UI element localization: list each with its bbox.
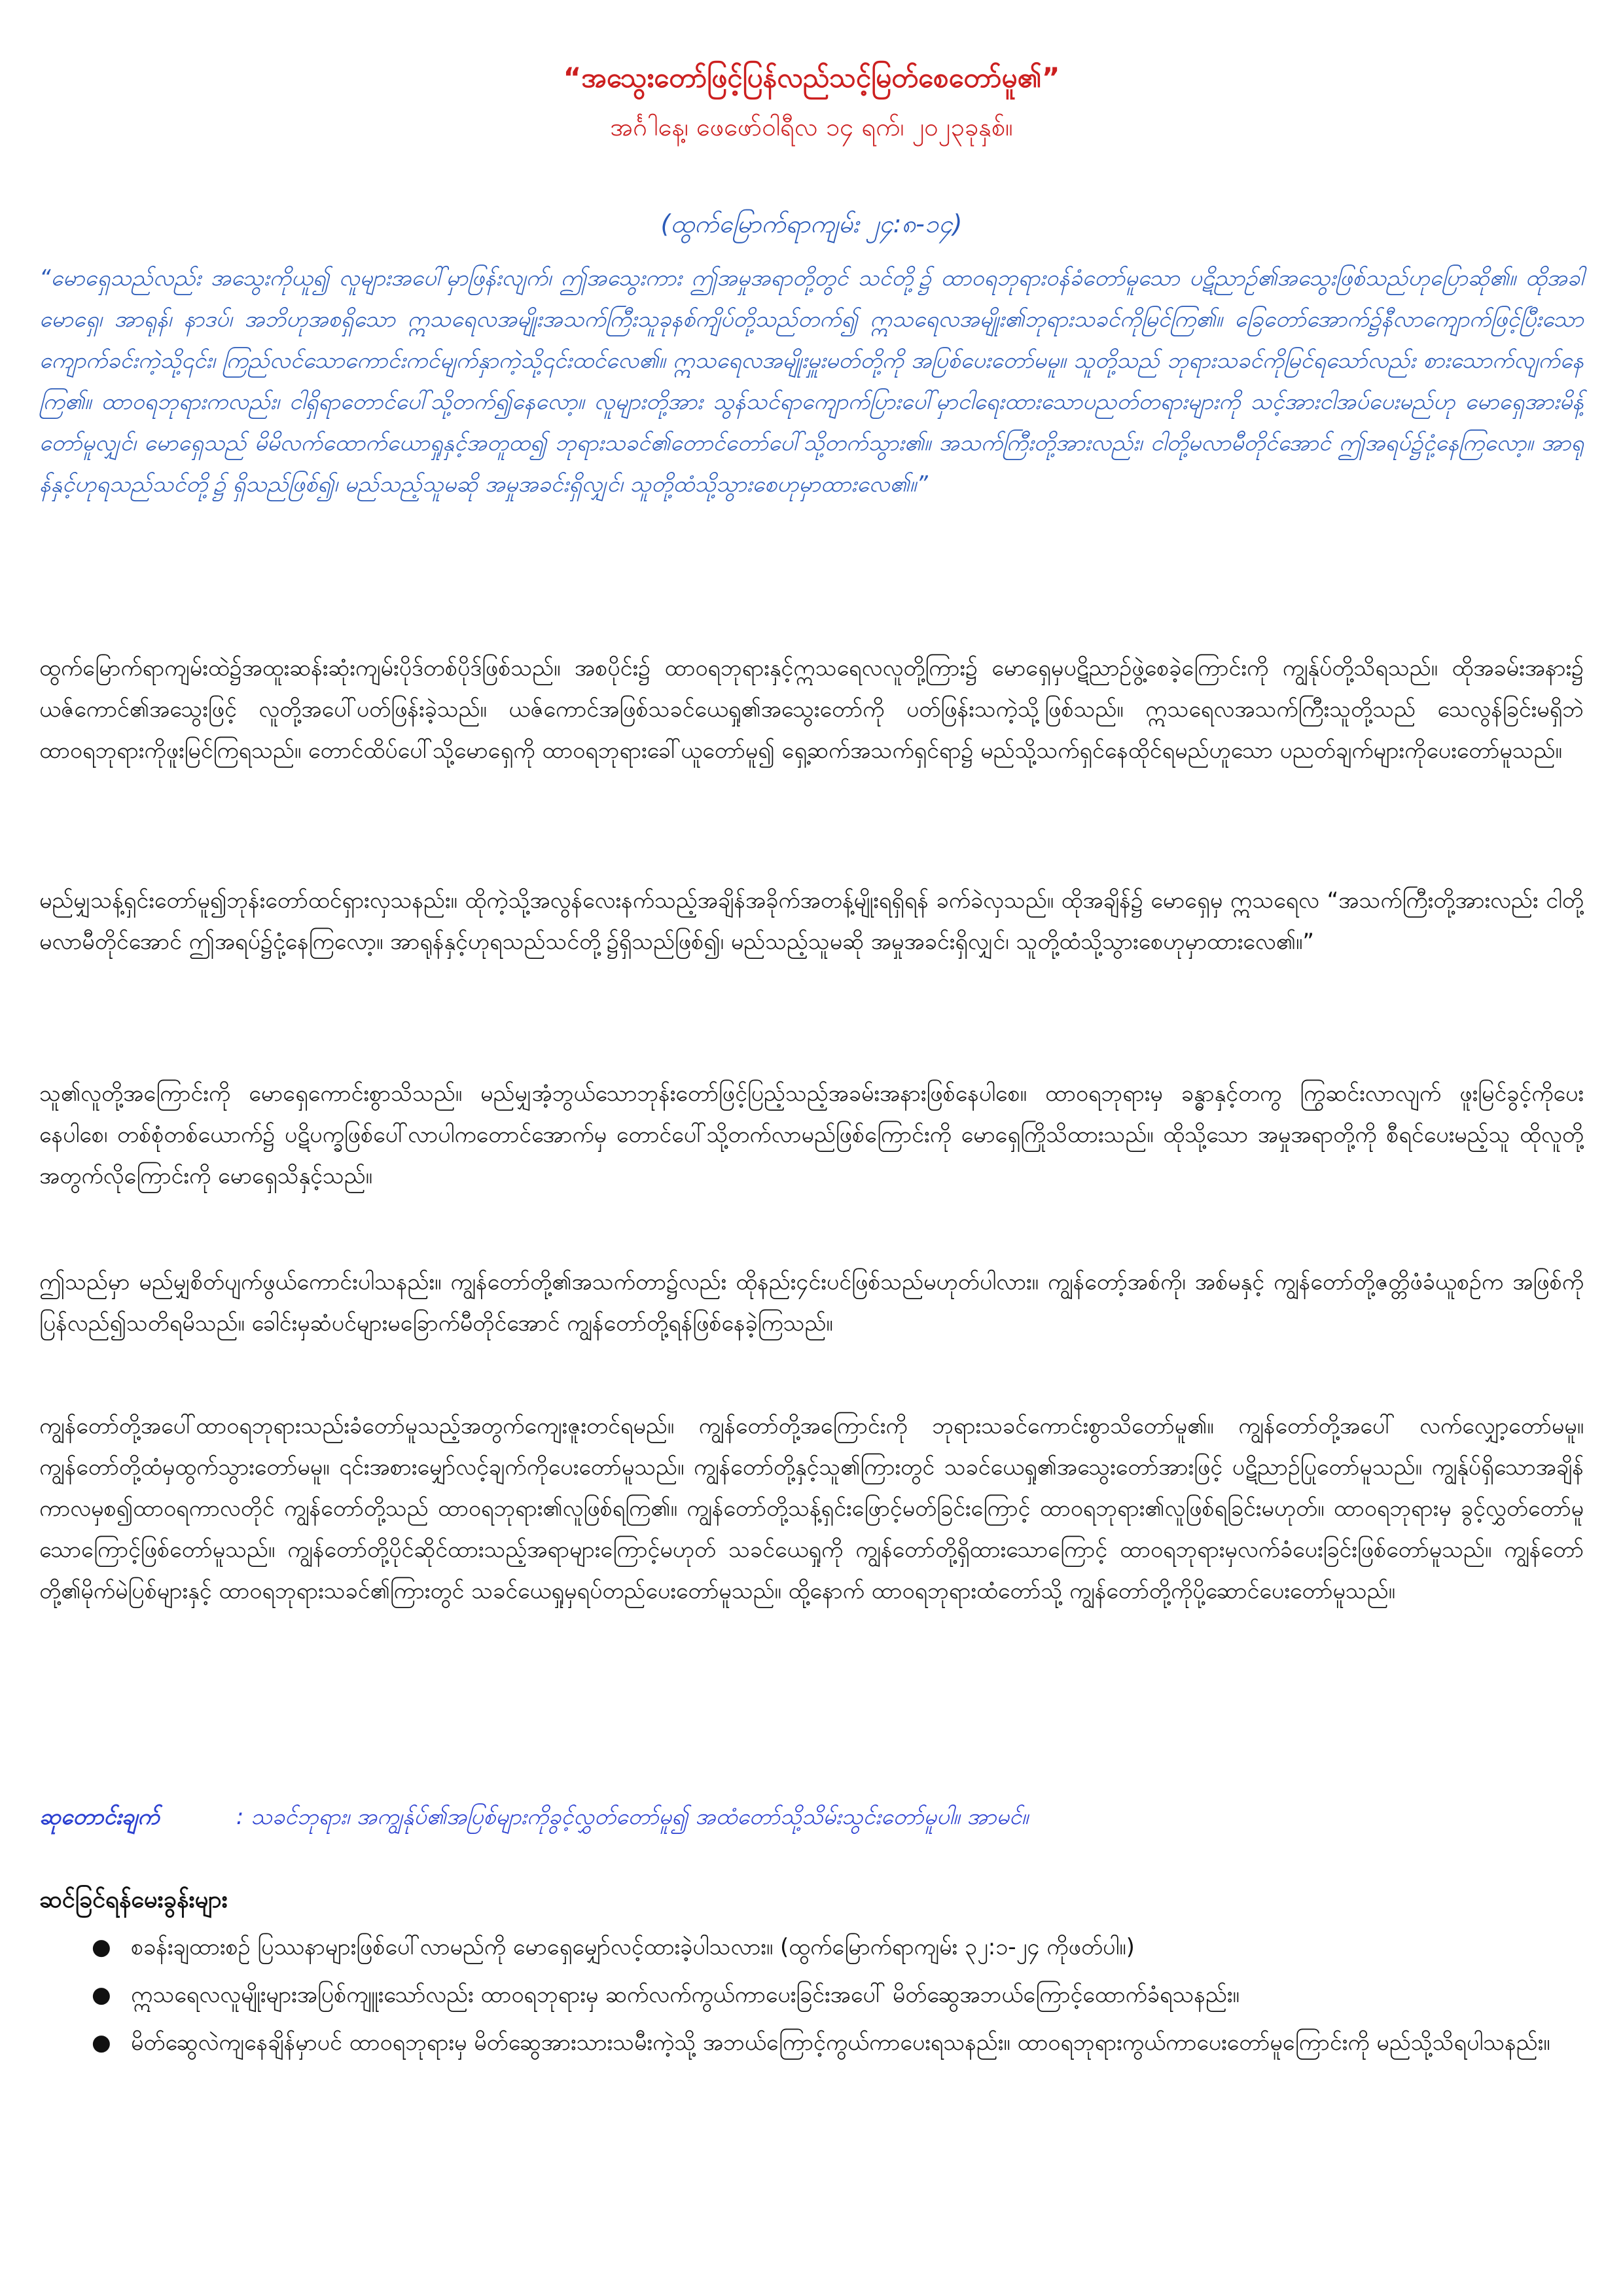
question-item bbox=[39, 2022, 1584, 2064]
bullet-icon: ● bbox=[92, 2030, 111, 2056]
body-paragraph-4: ဤသည်မှာ မည်မျှစိတ်ပျက်ဖွယ်ကောင်းပါသနည်း။ ကျွန်တော်တို့၏အသက်တာ၌လည်း ထိုနည်း၄င်းပင်ဖြစ်သည်မဟုတ်ပါလား။ ကျွန်တော့်အစ်ကို၊ အစ်မနှင့် ကျွန်တော်တို့ဇတ္တိဖံခံယူစဉ်က အဖြစ်ကိုပြန်လည်၍သတိရမိသည်။ ခေါင်းမှဆံပင်များမခြောက်မီတိုင်အောင် ကျွန်တော်တို့ရန်ဖြစ်နေခဲ့ကြသည်။ bbox=[39, 1269, 1584, 1336]
document-date: အင်္ဂါနေ့၊ ဖေဖော်ဝါရီလ ၁၄ ရက်၊ ၂၀၂၃ခုနှစ်။ bbox=[610, 113, 1013, 141]
body-paragraph-3: သူ၏လူတို့အကြောင်းကို မောရှေကောင်းစွာသိသည်။ မည်မျှအံ့ဘွယ်သောဘုန်းတော်ဖြင့်ပြည့်သည့်အခမ်းအနားဖြစ်နေပါစေ။ ထာဝရဘုရားမှ ခန္ဓာနှင့်တကွ ကြွဆင်းလာလျက် ဖူးမြင်ခွင့်ကိုပေးနေပါစေ၊ တစ်စုံတစ်ယောက်၌ ပဋိပက္ခဖြစ်ပေါ်လာပါကတောင်အောက်မှ တောင်ပေါ်သို့တက်လာမည်ဖြစ်ကြောင်းကို မောရှေကြိုသိထားသည်။ ထိုသို့သော အမှုအရာတို့ကို စီရင်ပေးမည့်သူ ထိုလူတို့အတွက်လိုကြောင်းကို မောရှေသိနှင့်သည်။ bbox=[39, 1081, 1584, 1189]
bullet-icon: ● bbox=[92, 1982, 111, 2008]
question-text: ဣသရေလလူမျိုးများအပြစ်ကျူးသော်လည်း ထာဝရဘုရားမှ ဆက်လက်ကွယ်ကာပေးခြင်းအပေါ် မိတ်ဆွေအဘယ်ကြောင့်ထောက်ခံရသနည်း။ bbox=[131, 1982, 1240, 2008]
body-paragraph-5: ကျွန်တော်တို့အပေါ်ထာဝရဘုရားသည်းခံတော်မူသည့်အတွက်ကျေးဇူးတင်ရမည်။ ကျွန်တော်တို့အကြောင်းကို ဘုရားသခင်ကောင်းစွာသိတော်မူ၏။ ကျွန်တော်တို့အပေါ် လက်လျှော့တော်မမူ။ ကျွန်တော်တို့ထံမှထွက်သွားတော်မမူ။ ၎င်းအစားမျှော်လင့်ချက်ကိုပေးတော်မူသည်။ ကျွန်တော်တို့နှင့်သူ၏ကြားတွင် သခင်ယေရှု၏အသွေးတော်အားဖြင့် ပဋိညာဉ်ပြုတော်မူသည်။ ကျွန်ုပ်ရှိသောအချိန်ကာလမှစ၍ထာဝရကာလတိုင် ကျွန်တော်တို့သည် ထာဝရဘုရား၏လူဖြစ်ရကြ၏။ ကျွန်တော်တို့သန့်ရှင်းဖြောင့်မတ်ခြင်းကြောင့် ထာဝရဘုရား၏လူဖြစ်ရခြင်းမဟုတ်။ ထာဝရဘုရားမှ ခွင့်လွှတ်တော်မူသောကြောင့်ဖြစ်တော်မူသည်။ ကျွန်တော်တို့ပိုင်ဆိုင်ထားသည့်အရာများကြောင့်မဟုတ် သခင်ယေရှုကို ကျွန်တော်တို့ရှိထားသောကြောင့် ထာဝရဘုရားမှလက်ခံပေးခြင်းဖြစ်တော်မူသည်။ ကျွန်တော်တို့၏မိုက်မဲပြစ်များနှင့် ထာဝရဘုရားသခင်၏ကြားတွင် သခင်ယေရှုမှရပ်တည်ပေးတော်မူသည်။ ထို့နောက် ထာဝရဘုရားထံတော်သို့ ကျွန်တော်တို့ကိုပို့ဆောင်ပေးတော်မူသည်။ bbox=[39, 1413, 1584, 1604]
scripture-reference: (ထွက်မြောက်ရာကျမ်း ၂၄:၈-၁၄) bbox=[660, 209, 963, 238]
questions-list bbox=[39, 1927, 1584, 2070]
question-item bbox=[39, 1975, 1584, 2016]
prayer-text: : သခင်ဘုရား၊ အကျွန်ုပ်၏အပြစ်များကိုခွင့်လွှတ်တော်မူ၍ အထံတော်သို့သိမ်းသွင်းတော်မူပါ။ အာမင်။ bbox=[236, 1804, 1029, 1830]
bullet-icon: ● bbox=[92, 1934, 111, 1960]
body-paragraph-1: ထွက်မြောက်ရာကျမ်းထဲ၌အထူးဆန်းဆုံးကျမ်းပိုဒ်တစ်ပိုဒ်ဖြစ်သည်။ အစပိုင်း၌ ထာဝရဘုရားနှင့်ဣသရေလလူတို့ကြား၌ မောရှေမှပဋိညာဉ်ဖွဲ့စေခဲ့ကြောင်းကို ကျွန်ုပ်တို့သိရသည်။ ထိုအခမ်းအနား၌ ယဇ်ကောင်၏အသွေးဖြင့် လူတို့အပေါ်ပတ်ဖြန်းခဲ့သည်။ ယဇ်ကောင်အဖြစ်သခင်ယေရှု၏အသွေးတော်ကို ပတ်ဖြန်းသကဲ့သို့ဖြစ်သည်။ ဣသရေလအသက်ကြီးသူတို့သည် သေလွန်ခြင်းမရှိဘဲထာဝရဘုရားကိုဖူးမြင်ကြရသည်။ တောင်ထိပ်ပေါ်သို့မောရှေကို ထာဝရဘုရားခေါ်ယူတော်မူ၍ ရှေ့ဆက်အသက်ရှင်ရာ၌ မည်သို့သက်ရှင်နေထိုင်ရမည်ဟူသော ပညတ်ချက်များကိုပေးတော်မူသည်။ bbox=[39, 655, 1584, 764]
question-text: စခန်းချထားစဉ် ပြဿနာများဖြစ်ပေါ်လာမည်ကို မောရှေမျှော်လင့်ထားခဲ့ပါသလား။ (ထွက်မြောက်ရာကျမ်း ၃၂:၁-၂၄ ကိုဖတ်ပါ။) bbox=[131, 1934, 1135, 1960]
body-paragraph-2: မည်မျှသန့်ရှင်းတော်မူ၍ဘုန်းတော်ထင်ရှားလှသနည်း။ ထိုကဲ့သို့အလွန်လေးနက်သည့်အချိန်အခိုက်အတန့်မျိုးရရှိရန် ခက်ခဲလှသည်။ ထိုအချိန်၌ မောရှေမှ ဣသရေလ “အသက်ကြီးတို့အားလည်း ငါတို့မလာမီတိုင်အောင် ဤအရပ်၌ငုံ့နေကြလော့။ အာရုန်နှင့်ဟုရသည်သင်တို့၌ရှိသည်ဖြစ်၍၊ မည်သည့်သူမဆို အမှုအခင်းရှိလျှင်၊ သူတို့ထံသို့သွားစေဟုမှာထားလေ၏။” bbox=[39, 888, 1584, 955]
document-title: “အသွေးတော်ဖြင့်ပြန်လည်သင့်မြတ်စေတော်မူ၏” bbox=[563, 62, 1060, 94]
scripture-text: “မောရှေသည်လည်း အသွေးကိုယူ၍ လူများအပေါ်မှာဖြန်းလျက်၊ ဤအသွေးကား ဤအမှုအရာတို့တွင် သင်တို့၌ ထာဝရဘုရားဝန်ခံတော်မူသော ပဋိညာဉ်၏အသွေးဖြစ်သည်ဟုပြောဆို၏။ ထိုအခါ မောရှေ၊ အာရုန်၊ နာဒပ်၊ အဘိဟုအစရှိသော ဣသရေလအမျိုးအသက်ကြီးသူခုနစ်ကျိပ်တို့သည်တက်၍ ဣသရေလအမျိုး၏ဘုရားသခင်ကိုမြင်ကြ၏။ ခြေတော်အောက်၌နီလာကျောက်ဖြင့်ပြီးသောကျောက်ခင်းကဲ့သို့၎င်း၊ ကြည်လင်သောကောင်းကင်မျက်နှာကဲ့သို့၎င်းထင်လေ၏။ ဣသရေလအမျိုးမှူးမတ်တို့ကို အပြစ်ပေးတော်မမူ။ သူတို့သည် ဘုရားသခင်ကိုမြင်ရသော်လည်း စားသောက်လျက်နေကြ၏။ ထာဝရဘုရားကလည်း၊ ငါရှိရာတောင်ပေါ်သို့တက်၍နေလော့။ လူများတို့အား သွန်သင်ရာကျောက်ပြားပေါ်မှာငါရေးထားသောပညတ်တရားများကို သင့်အားငါအပ်ပေးမည်ဟု မောရှေအားမိန့်တော်မူလျှင်၊ မောရှေသည် မိမိလက်ထောက်ယောရှုနှင့်အတူထ၍ ဘုရားသခင်၏တောင်တော်ပေါ်သို့တက်သွား၏။ အသက်ကြီးတို့အားလည်း၊ ငါတို့မလာမီတိုင်အောင် ဤအရပ်၌ငုံ့နေကြလော့။ အာရုန်နှင့်ဟုရသည်သင်တို့၌ ရှိသည်ဖြစ်၍၊ မည်သည့်သူမဆို အမှုအခင်းရှိလျှင်၊ သူတို့ထံသို့သွားစေဟုမှာထားလေ၏။” bbox=[39, 265, 1584, 497]
question-text: မိတ်ဆွေလဲကျနေချိန်မှာပင် ထာဝရဘုရားမှ မိတ်ဆွေအားသားသမီးကဲ့သို့ အဘယ်ကြောင့်ကွယ်ကာပေးရသနည်း။ ထာဝရဘုရားကွယ်ကာပေးတော်မူကြောင်းကို မည်သို့သိရပါသနည်း။ bbox=[131, 2030, 1550, 2056]
prayer-label: ဆုတောင်းချက် bbox=[39, 1804, 160, 1830]
prayer-section bbox=[39, 1797, 1584, 1838]
question-item bbox=[39, 1927, 1584, 1968]
questions-heading: ဆင်ခြင်ရန်မေးခွန်းများ bbox=[39, 1886, 228, 1913]
